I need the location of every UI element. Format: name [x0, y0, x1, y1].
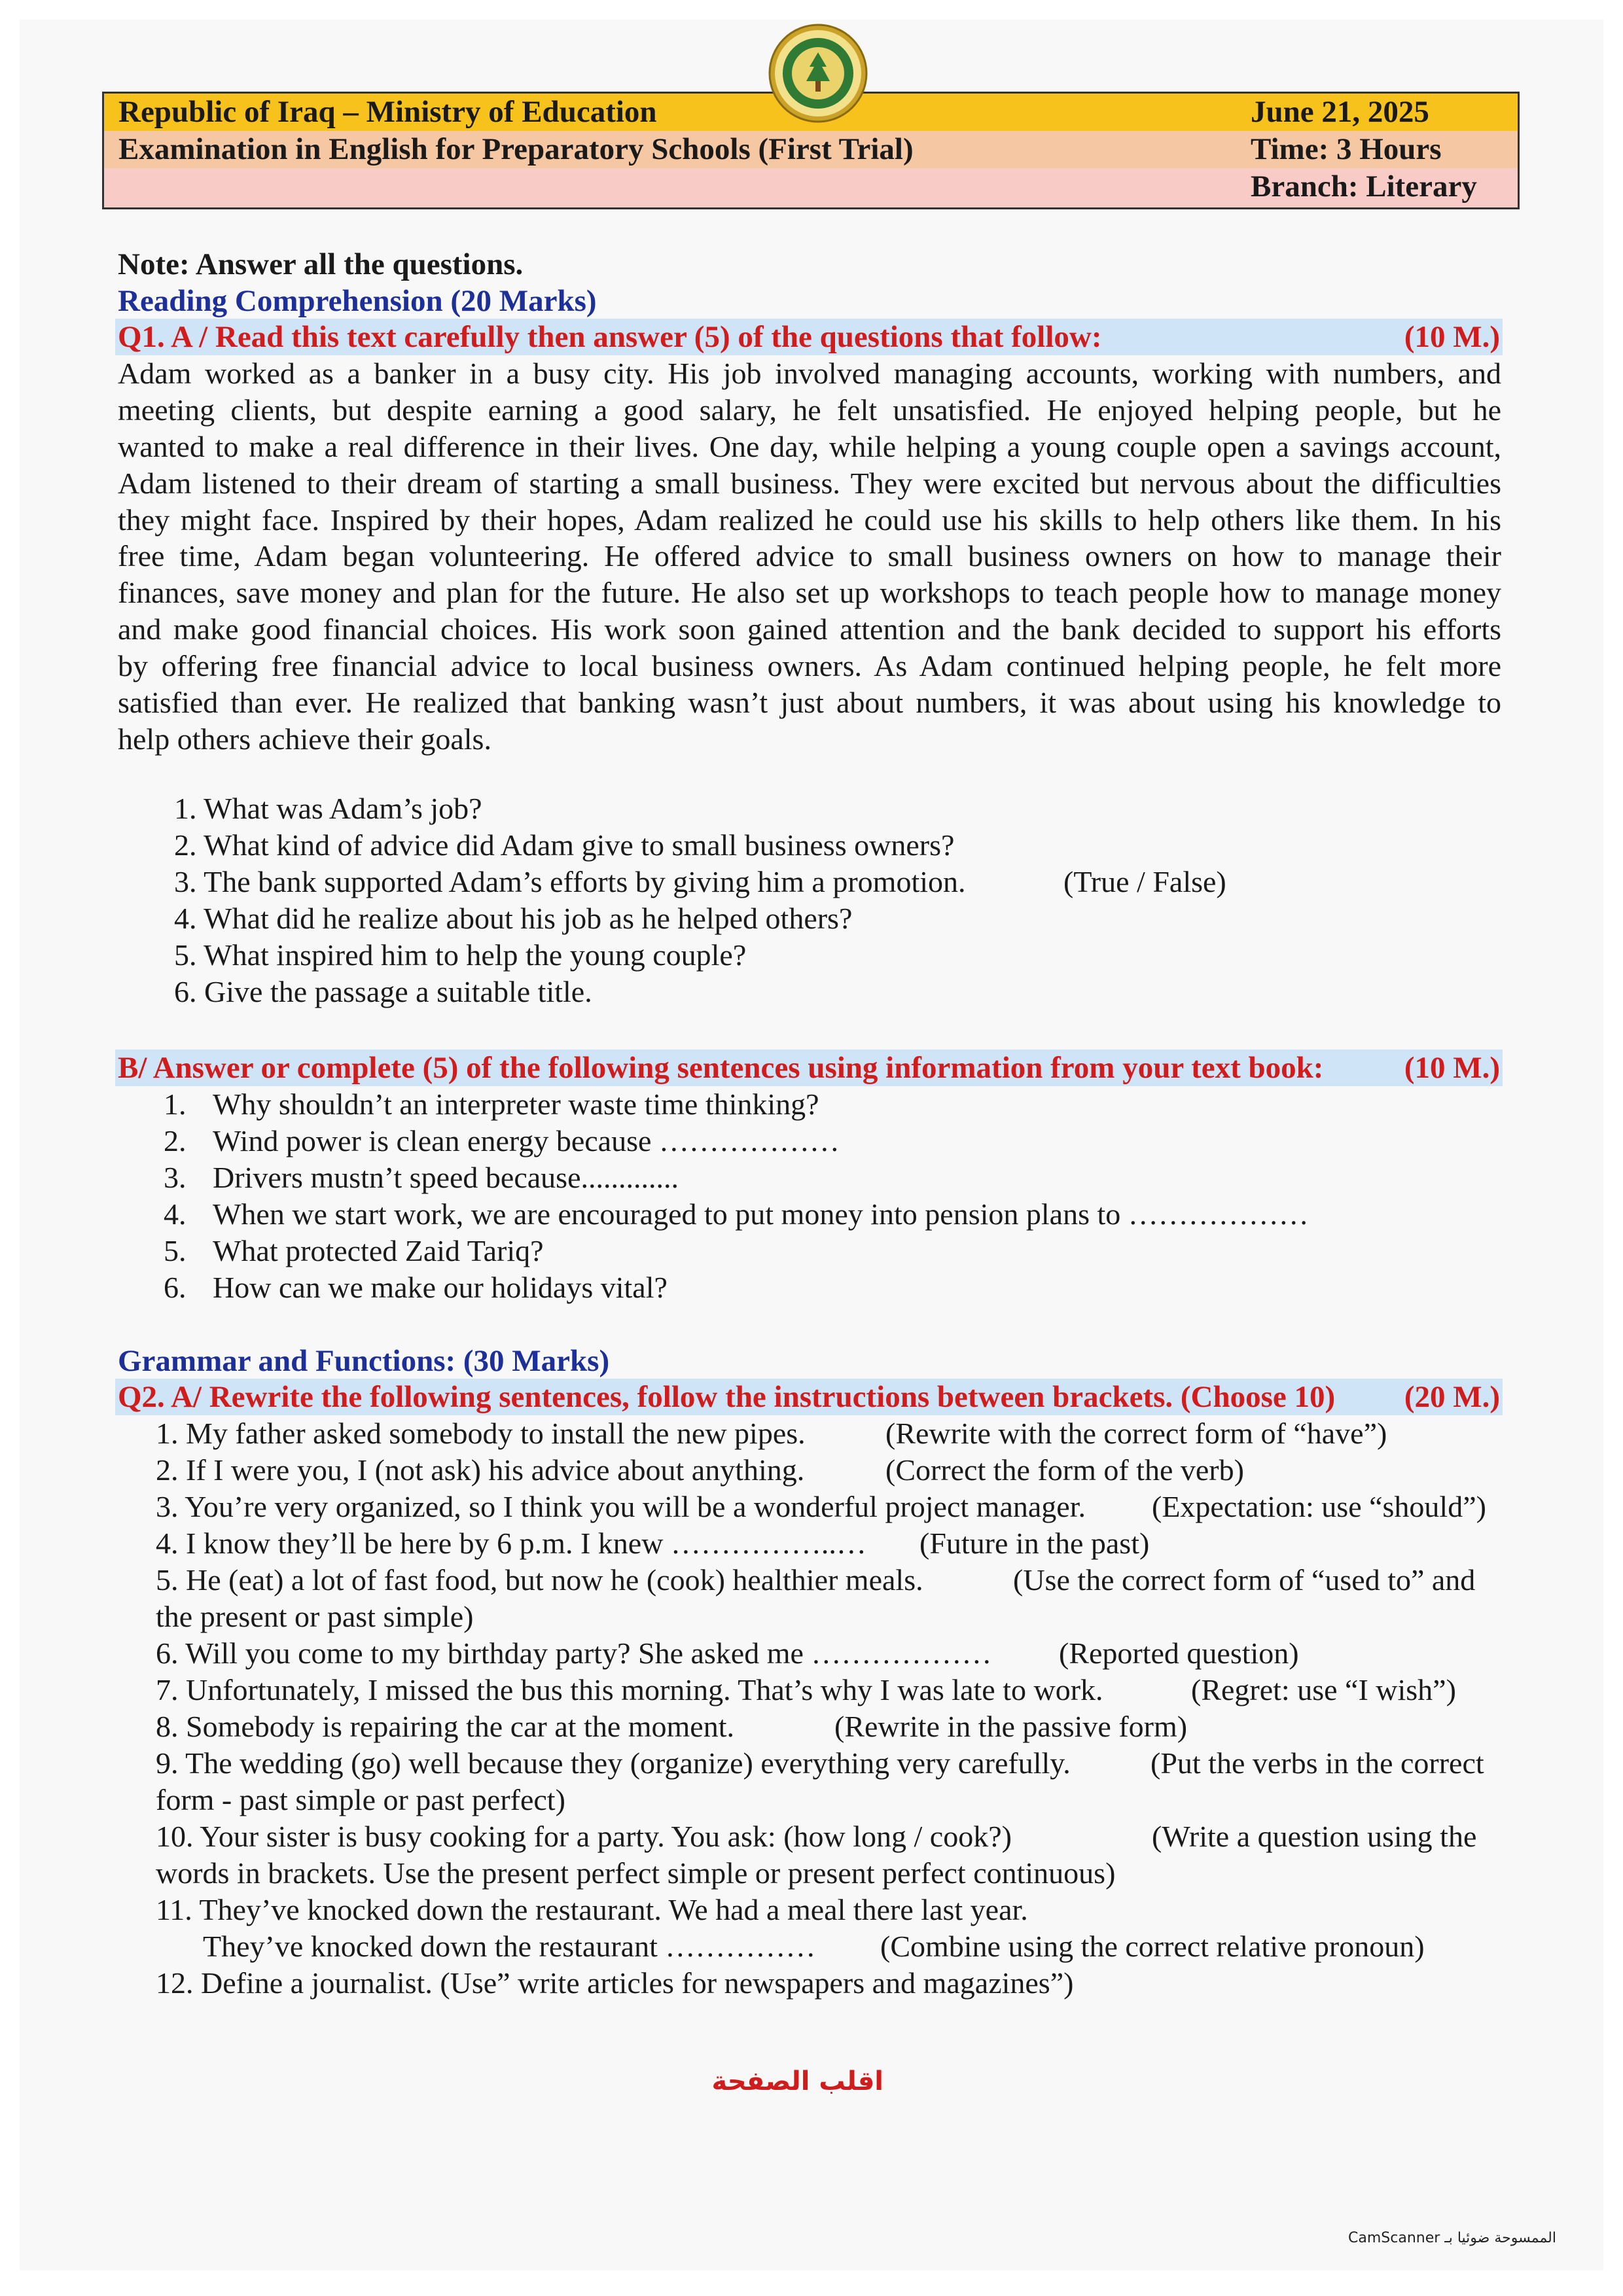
q1b-item-number: 6.: [164, 1271, 187, 1304]
scanner-footer: CamScanner الممسوحة ضوئيا بـ: [1348, 2230, 1556, 2246]
exam-time: Time: 3 Hours: [1251, 132, 1442, 166]
q1b-item-number: 5.: [164, 1234, 187, 1267]
passage-line: by offering free financial advice to local business owners. As Adam continued helping people, he felt more: [118, 649, 1501, 683]
q1a-question: 5. What inspired him to help the young couple?: [174, 938, 747, 972]
q1b-item-text: Drivers mustn’t speed because.............: [213, 1161, 679, 1194]
q1b-item-text: Why shouldn’t an interpreter waste time thinking?: [213, 1087, 819, 1121]
header-row-2: [104, 131, 1518, 168]
q2a-item: 7. Unfortunately, I missed the bus this morning. That’s why I was late to work.: [156, 1673, 1103, 1706]
header-row-3: [104, 168, 1518, 207]
q1a-question: 1. What was Adam’s job?: [174, 792, 482, 825]
q2a-instruction: (Put the verbs in the correct: [1150, 1746, 1484, 1780]
q1b-item-number: 1.: [164, 1087, 187, 1121]
q1b-title: B/ Answer or complete (5) of the following sentences using information from your text book:: [118, 1051, 1324, 1085]
q1b-item-text: What protected Zaid Tariq?: [213, 1234, 544, 1267]
q2a-instruction: (Reported question): [1059, 1636, 1299, 1670]
ministry-emblem-icon: [768, 21, 869, 126]
q1a-question: 3. The bank supported Adam’s efforts by giving him a promotion.: [174, 865, 966, 898]
passage-line: they might face. Inspired by their hopes, Adam realized he could use his skills to help others like them. In his: [118, 503, 1501, 537]
exam-title: Examination in English for Preparatory Schools (First Trial): [118, 132, 914, 166]
ministry-title: Republic of Iraq – Ministry of Education: [118, 95, 657, 129]
q2a-instruction: (Correct the form of the verb): [885, 1453, 1244, 1487]
q2a-item: 4. I know they’ll be here by 6 p.m. I knew ……………..…: [156, 1527, 866, 1560]
passage-line: Adam listened to their dream of starting a small business. They were excited but nervous about the difficulties: [118, 466, 1501, 500]
passage-line: and make good financial choices. His work soon gained attention and the bank decided to support his efforts: [118, 612, 1501, 646]
turn-page-label: اقلب الصفحة: [711, 2066, 883, 2096]
exam-date: June 21, 2025: [1251, 95, 1429, 129]
passage-line: Adam worked as a banker in a busy city. His job involved managing accounts, working with numbers, and: [118, 357, 1501, 390]
q2a-instruction-continued: the present or past simple): [156, 1600, 474, 1633]
passage-line: satisfied than ever. He realized that banking wasn’t just about numbers, it was about using his knowledge to: [118, 686, 1501, 720]
q2a-instruction: (Use the correct form of “used to” and: [1013, 1563, 1476, 1597]
passage-line: wanted to make a real difference in their lives. One day, while helping a young couple open a savings account,: [118, 429, 1501, 463]
true-false-option: (True / False): [1063, 865, 1226, 898]
q1a-question: 4. What did he realize about his job as he helped others?: [174, 902, 853, 935]
q1b-item-text: When we start work, we are encouraged to put money into pension plans to ………………: [213, 1197, 1309, 1231]
q2a-item: 9. The wedding (go) well because they (organize) everything very carefully.: [156, 1746, 1071, 1780]
passage-line: help others achieve their goals.: [118, 722, 491, 756]
exam-note: Note: Answer all the questions.: [118, 247, 524, 281]
q2a-item: 2. If I were you, I (not ask) his advice about anything.: [156, 1453, 805, 1487]
passage-line: finances, save money and plan for the future. He also set up workshops to teach people how to manage money: [118, 576, 1501, 610]
q2a-item: 12. Define a journalist. (Use” write articles for newspapers and magazines”): [156, 1966, 1074, 2000]
q2a-item: 3. You’re very organized, so I think you will be a wonderful project manager.: [156, 1490, 1086, 1523]
q2a-item: 6. Will you come to my birthday party? She asked me ………………: [156, 1636, 992, 1670]
q2a-instruction: (Write a question using the: [1152, 1820, 1477, 1853]
q2a-instruction: (Rewrite in the passive form): [834, 1710, 1188, 1743]
reading-section-title: Reading Comprehension (20 Marks): [118, 284, 597, 318]
reading-passage: [118, 355, 1501, 758]
q1b-item-text: Wind power is clean energy because ………………: [213, 1124, 840, 1157]
q2a-instruction: (Expectation: use “should”): [1152, 1490, 1486, 1523]
q2a-instruction: (Regret: use “I wish”): [1191, 1673, 1456, 1706]
q1b-marks: (10 M.): [1404, 1051, 1500, 1085]
grammar-section-title: Grammar and Functions: (30 Marks): [118, 1344, 610, 1378]
q1b-item-number: 4.: [164, 1197, 187, 1231]
q1b-item-text: How can we make our holidays vital?: [213, 1271, 668, 1304]
q1b-item-number: 3.: [164, 1161, 187, 1194]
q2a-instruction: (Combine using the correct relative pronoun): [880, 1930, 1425, 1963]
q2a-item: 11. They’ve knocked down the restaurant. We had a meal there last year.: [156, 1893, 1028, 1926]
q1b-item-number: 2.: [164, 1124, 187, 1157]
q2a-instruction-continued: form - past simple or past perfect): [156, 1783, 565, 1816]
q1a-title: Q1. A / Read this text carefully then answer (5) of the questions that follow:: [118, 320, 1102, 354]
q2a-title: Q2. A/ Rewrite the following sentences, follow the instructions between brackets. (Choose 10): [118, 1380, 1336, 1414]
q2a-instruction: (Future in the past): [919, 1527, 1150, 1560]
q2a-item: 5. He (eat) a lot of fast food, but now he (cook) healthier meals.: [156, 1563, 923, 1597]
q2a-item: 10. Your sister is busy cooking for a party. You ask: (how long / cook?): [156, 1820, 1012, 1853]
passage-line: free time, Adam began volunteering. He offered advice to small business owners on how to manage their: [118, 539, 1501, 573]
q2a-instruction-continued: words in brackets. Use the present perfect simple or present perfect continuous): [156, 1856, 1116, 1890]
q2a-item: 1. My father asked somebody to install the new pipes.: [156, 1417, 806, 1450]
q2a-marks: (20 M.): [1404, 1380, 1500, 1414]
q1a-question: 2. What kind of advice did Adam give to small business owners?: [174, 828, 955, 862]
q1a-marks: (10 M.): [1404, 320, 1500, 354]
passage-line: meeting clients, but despite earning a good salary, he felt unsatisfied. He enjoyed helping people, but he: [118, 393, 1501, 427]
q1a-question: 6. Give the passage a suitable title.: [174, 975, 592, 1008]
q2a-instruction: (Rewrite with the correct form of “have”): [885, 1417, 1387, 1450]
exam-branch: Branch: Literary: [1251, 169, 1477, 203]
q2a-item-line2: They’ve knocked down the restaurant ……………: [203, 1930, 816, 1963]
q2a-item: 8. Somebody is repairing the car at the moment.: [156, 1710, 734, 1743]
